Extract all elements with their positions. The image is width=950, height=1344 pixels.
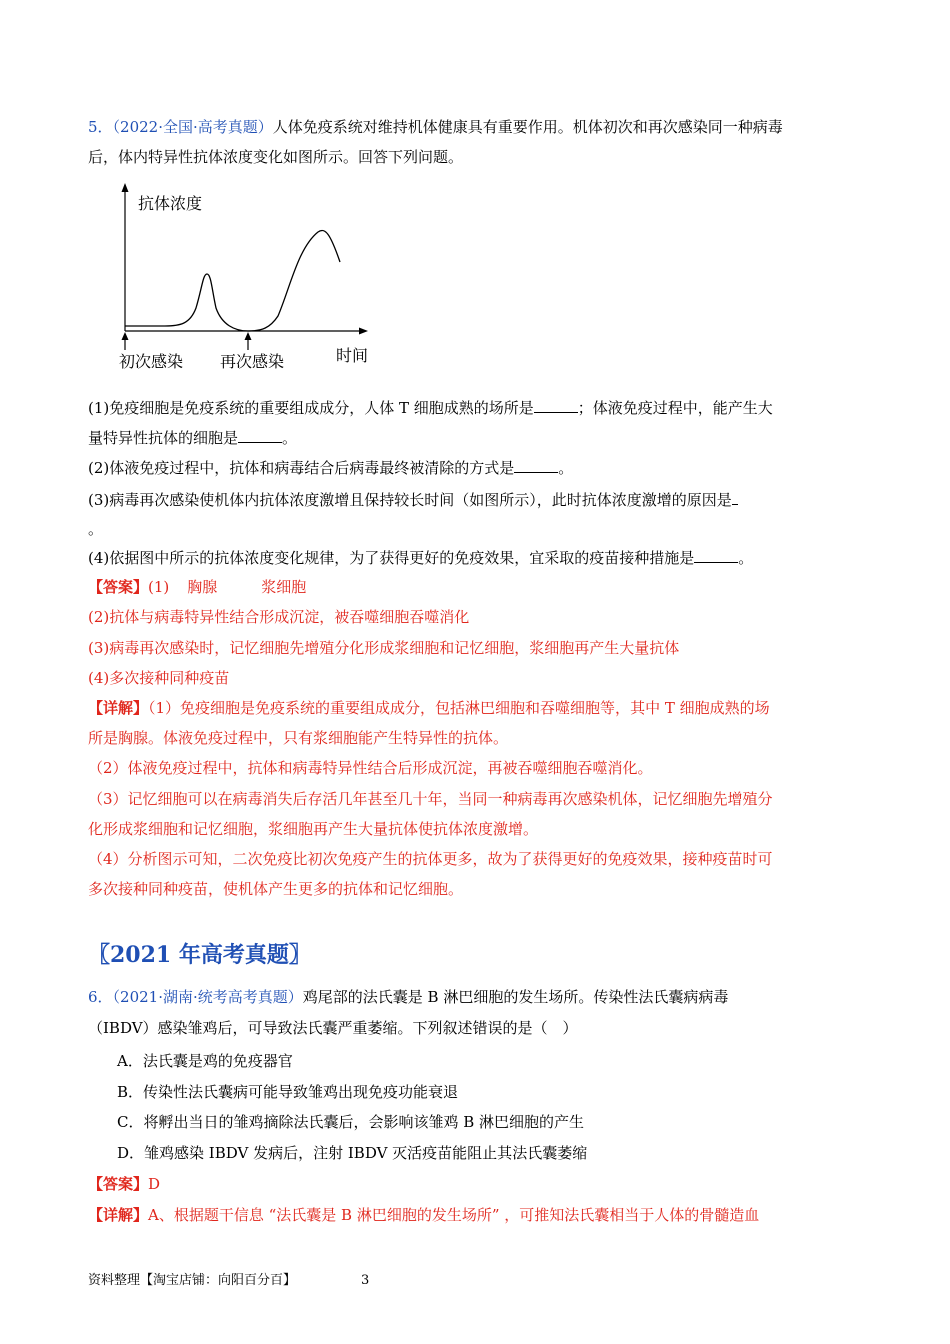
page-footer: [88, 1272, 370, 1290]
first-infection-label: 初次感染: [119, 352, 184, 371]
q5-sub1-text-line2: 量特异性抗体的细胞是: [88, 429, 239, 447]
answer-label: 【答案】: [88, 578, 149, 596]
q5-sub1-text: (1)免疫细胞是免疫系统的重要组成成分，人体 T 细胞成熟的场所是: [88, 399, 534, 417]
q5-answer1-a: 胸腺: [187, 578, 218, 596]
q5-sub3-line-2: 。: [88, 520, 104, 538]
antibody-curve: [125, 230, 340, 331]
q5-answer-2: (2)抗体与病毒特异性结合形成沉淀，被吞噬细胞吞噬消化: [88, 608, 470, 626]
q5-sub2-period: 。: [558, 459, 574, 477]
detail-label: 【详解】: [88, 1206, 149, 1224]
q5-detail-line-2: 所是胸腺。体液免疫过程中，只有浆细胞能产生特异性的抗体。: [88, 729, 509, 747]
page-number: 3: [361, 1273, 370, 1288]
second-infection-label: 再次感染: [220, 352, 285, 371]
q6-detail-line-1: [88, 1205, 759, 1225]
q5-answer-4: (4)多次接种同种疫苗: [88, 669, 230, 687]
footer-text: 资料整理【淘宝店铺：向阳百分百】: [88, 1273, 297, 1288]
q6-detail-text: A、根据题干信息 “法氏囊是 B 淋巴细胞的发生场所” ，可推知法氏囊相当于人体的骨髓造血: [148, 1206, 760, 1224]
q6-stem-line-2: （IBDV）感染雏鸡后，可导致法氏囊严重萎缩。下列叙述错误的是（ ）: [88, 1019, 578, 1037]
y-axis-arrowhead: [122, 183, 129, 192]
q5-detail-4-line-1: （4）分析图示可知，二次免疫比初次免疫产生的抗体更多，故为了获得更好的免疫效果，接种疫苗时可: [88, 850, 773, 868]
q5-sub3-text: (3)病毒再次感染使机体内抗体浓度激增且保持较长时间（如图所示），此时抗体浓度激增的原因是: [88, 491, 732, 509]
x-axis-arrowhead: [359, 328, 368, 335]
q5-detail-2: （2）体液免疫过程中，抗体和病毒特异性结合后形成沉淀，再被吞噬细胞吞噬消化。: [88, 759, 653, 777]
q6-option-a[interactable]: A．法氏囊是鸡的免疫器官: [117, 1052, 293, 1070]
detail-label: 【详解】: [88, 699, 149, 717]
q5-detail-line-1: [88, 698, 770, 718]
q5-answer-line-1: [88, 577, 306, 597]
q5-stem-text: 人体免疫系统对维持机体健康具有重要作用。机体初次和再次感染同一种病毒: [272, 118, 783, 136]
q5-sub1-line-1: [88, 398, 773, 418]
q6-stem-line-1: [88, 987, 728, 1007]
answer-blank[interactable]: [694, 548, 738, 563]
q6-option-d[interactable]: D．雏鸡感染 IBDV 发病后，注射 IBDV 灭活疫苗能阻止其法氏囊萎缩: [117, 1144, 588, 1162]
q5-detail-3-line-2: 化形成浆细胞和记忆细胞，浆细胞再产生大量抗体使抗体浓度激增。: [88, 820, 539, 838]
q5-stem-line-1: [88, 117, 783, 137]
answer-blank[interactable]: [514, 458, 558, 473]
q5-answer1-b: 浆细胞: [261, 578, 307, 596]
answer-label: 【答案】: [88, 1175, 149, 1193]
q6-source: （2021·湖南·统考高考真题）: [112, 988, 303, 1006]
q6-answer-value: D: [148, 1175, 161, 1193]
q5-sub1-period: 。: [282, 429, 298, 447]
answer-blank[interactable]: [732, 490, 738, 505]
q5-sub4-text: (4)依据图中所示的抗体浓度变化规律，为了获得更好的免疫效果，宜采取的疫苗接种措施是: [88, 549, 695, 567]
q5-sub1-line-2: [88, 428, 297, 448]
q5-sub2: [88, 458, 573, 478]
q5-stem-line-2: 后，体内特异性抗体浓度变化如图所示。回答下列问题。: [88, 148, 464, 166]
section-heading: 〖2021 年高考真题〗: [88, 942, 311, 968]
x-axis-label: 时间: [336, 346, 369, 365]
q5-sub1-text-cont: ；体液免疫过程中，能产生大: [577, 399, 773, 417]
q5-detail-4-line-2: 多次接种同种疫苗，使机体产生更多的抗体和记忆细胞。: [88, 880, 464, 898]
answer-blank[interactable]: [534, 398, 578, 413]
q6-option-b[interactable]: B．传染性法氏囊病可能导致雏鸡出现免疫功能衰退: [117, 1083, 459, 1101]
q5-sub4-period: 。: [738, 549, 754, 567]
q5-sub3-line-1: [88, 490, 738, 510]
q5-answer-3: (3)病毒再次感染时，记忆细胞先增殖分化形成浆细胞和记忆细胞，浆细胞再产生大量抗体: [88, 639, 680, 657]
q6-stem-text: 鸡尾部的法氏囊是 B 淋巴细胞的发生场所。传染性法氏囊病病毒: [302, 988, 729, 1006]
q5-detail1-text: （1）免疫细胞是免疫系统的重要组成成分，包括淋巴细胞和吞噬细胞等，其中 T 细胞成熟的场: [148, 699, 770, 717]
q5-source: （2022·全国·高考真题）: [112, 118, 273, 136]
q5-number: 5．: [88, 118, 113, 136]
q5-sub2-text: (2)体液免疫过程中，抗体和病毒结合后病毒最终被清除的方式是: [88, 459, 515, 477]
q6-number: 6．: [88, 988, 113, 1006]
q5-answer1-prefix: (1): [148, 578, 170, 596]
first-infection-arrowhead: [122, 332, 129, 340]
answer-blank[interactable]: [238, 428, 282, 443]
q6-answer: [88, 1174, 160, 1194]
q6-option-c[interactable]: C．将孵出当日的雏鸡摘除法氏囊后，会影响该雏鸡 B 淋巴细胞的产生: [117, 1113, 585, 1131]
q5-detail-3-line-1: （3）记忆细胞可以在病毒消失后存活几年甚至几十年，当同一种病毒再次感染机体，记忆细胞先增殖分: [88, 790, 773, 808]
second-infection-arrowhead: [245, 332, 252, 340]
q5-sub4: [88, 548, 753, 568]
antibody-concentration-figure: [110, 178, 380, 373]
y-axis-label: 抗体浓度: [138, 194, 203, 213]
